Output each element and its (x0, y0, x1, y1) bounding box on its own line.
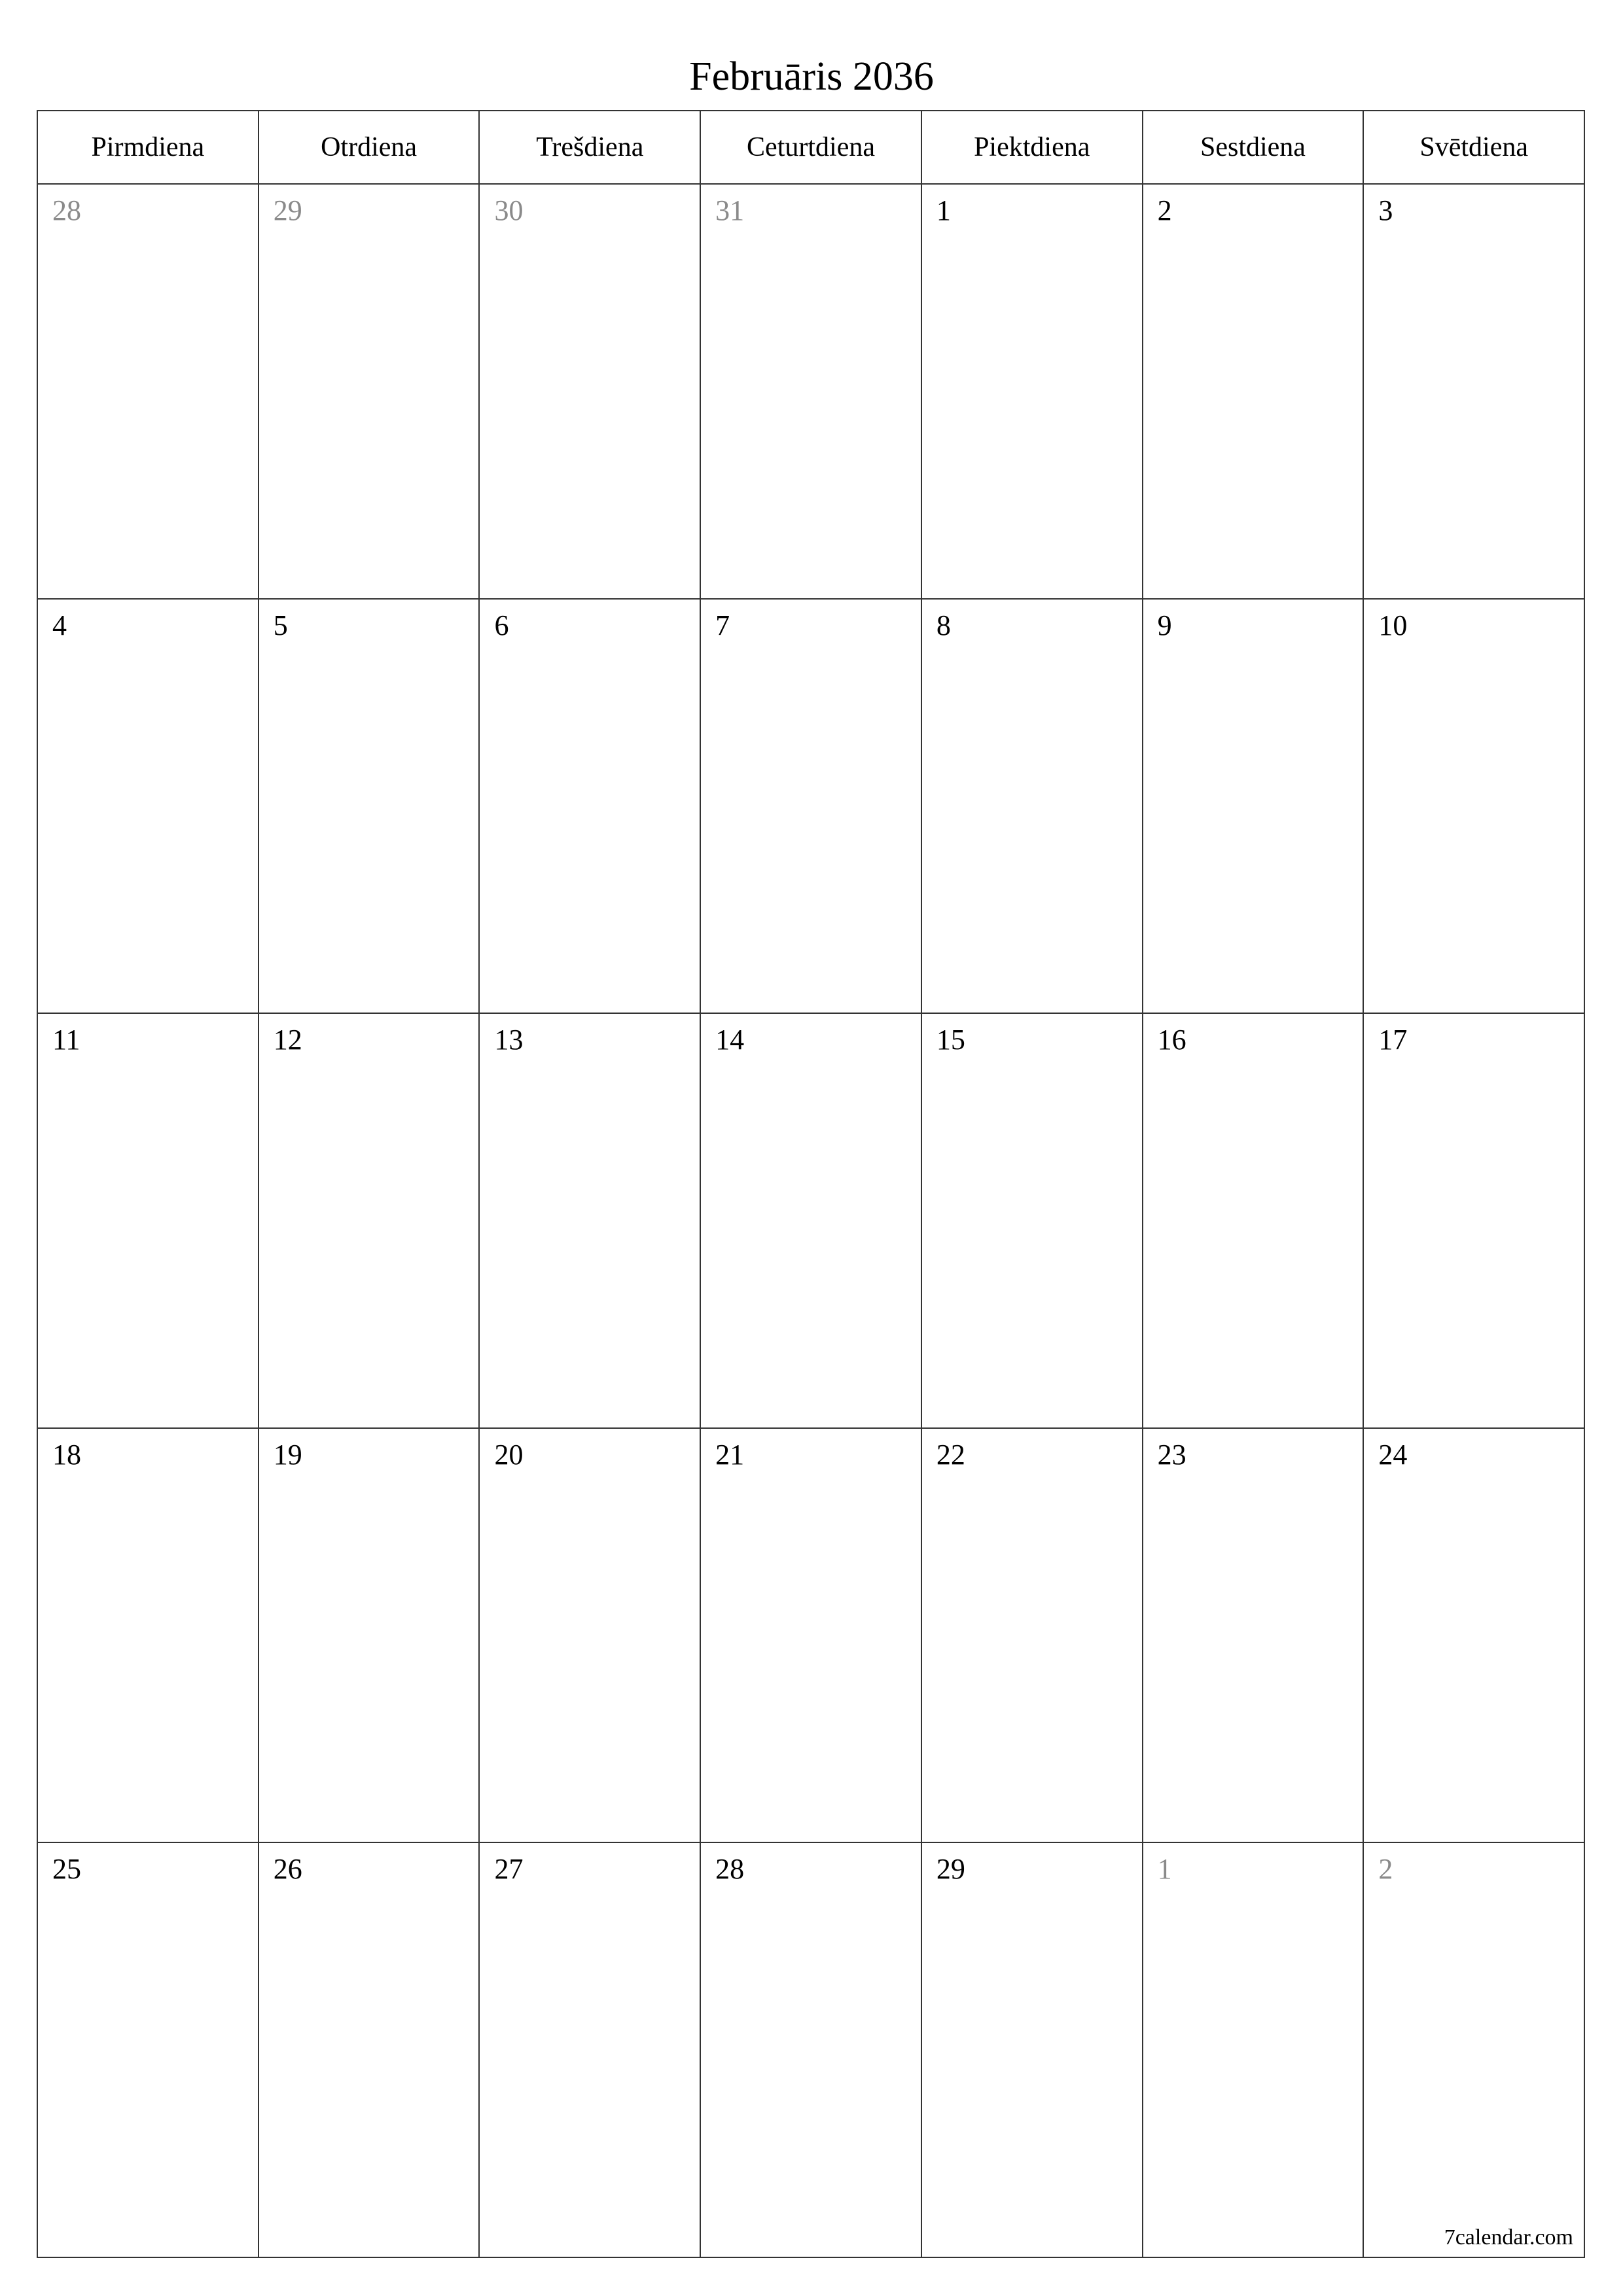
day-cell-adjacent-month (38, 185, 259, 598)
day-cell (1143, 1429, 1364, 1842)
week-row (38, 600, 1584, 1014)
weekday-header-monday: Pirmdiena (38, 111, 259, 183)
week-row (38, 185, 1584, 600)
day-number: 28 (715, 1853, 745, 1886)
day-number: 25 (52, 1853, 81, 1886)
page-title: Februāris 2036 (689, 54, 934, 99)
day-cell (1364, 185, 1584, 598)
day-cell (38, 1843, 259, 2257)
day-cell (1143, 1014, 1364, 1427)
day-number: 7 (715, 609, 730, 641)
day-number: 30 (494, 194, 524, 226)
day-number: 2 (1378, 1853, 1393, 1886)
day-number: 1 (936, 194, 951, 226)
day-cell (259, 1843, 480, 2257)
day-cell (259, 1429, 480, 1842)
day-number: 31 (715, 194, 745, 226)
day-cell (480, 1843, 701, 2257)
weeks-container (38, 185, 1584, 2257)
day-cell (922, 1014, 1143, 1427)
weekday-header-row (38, 111, 1584, 185)
day-number: 12 (273, 1024, 302, 1056)
weekday-header-saturday: Sestdiena (1143, 111, 1364, 183)
day-number: 17 (1378, 1024, 1408, 1056)
day-number: 11 (52, 1024, 80, 1056)
day-number: 1 (1157, 1853, 1172, 1886)
day-number: 27 (494, 1853, 524, 1886)
day-cell (480, 1014, 701, 1427)
day-number: 23 (1157, 1438, 1186, 1471)
day-cell (1364, 1014, 1584, 1427)
day-number: 10 (1378, 609, 1408, 641)
day-number: 26 (273, 1853, 302, 1886)
footer-site-credit: 7calendar.com (1444, 2225, 1573, 2250)
day-cell (922, 185, 1143, 598)
day-cell-adjacent-month (259, 185, 480, 598)
day-number: 20 (494, 1438, 524, 1471)
day-number: 29 (273, 194, 302, 226)
calendar-grid (37, 110, 1585, 2258)
day-number: 19 (273, 1438, 302, 1471)
day-cell-adjacent-month (1143, 1843, 1364, 2257)
day-number: 21 (715, 1438, 745, 1471)
day-number: 5 (273, 609, 288, 641)
day-number: 16 (1157, 1024, 1186, 1056)
day-cell (922, 1843, 1143, 2257)
day-cell (480, 600, 701, 1013)
day-number: 29 (936, 1853, 965, 1886)
week-row (38, 1843, 1584, 2257)
day-number: 18 (52, 1438, 81, 1471)
week-row (38, 1429, 1584, 1844)
week-row (38, 1014, 1584, 1429)
day-cell (1143, 185, 1364, 598)
day-number: 22 (936, 1438, 965, 1471)
day-cell (259, 1014, 480, 1427)
weekday-header-tuesday: Otrdiena (259, 111, 480, 183)
day-number: 15 (936, 1024, 965, 1056)
day-cell (701, 1429, 922, 1842)
day-cell (1143, 600, 1364, 1013)
day-number: 14 (715, 1024, 745, 1056)
day-cell (701, 1843, 922, 2257)
day-cell (701, 1014, 922, 1427)
weekday-header-sunday: Svētdiena (1419, 132, 1528, 162)
day-cell-adjacent-month (701, 185, 922, 598)
weekday-header-thursday: Ceturtdiena (701, 111, 922, 183)
weekday-header-wednesday: Trešdiena (480, 111, 701, 183)
day-cell (38, 1429, 259, 1842)
day-number: 13 (494, 1024, 524, 1056)
day-cell (701, 600, 922, 1013)
day-cell (922, 600, 1143, 1013)
day-cell (38, 600, 259, 1013)
day-cell (259, 600, 480, 1013)
day-number: 4 (52, 609, 67, 641)
day-number: 28 (52, 194, 81, 226)
day-number: 9 (1157, 609, 1172, 641)
day-cell-adjacent-month (1364, 1843, 1584, 2257)
day-cell-adjacent-month (480, 185, 701, 598)
day-number: 6 (494, 609, 509, 641)
day-number: 2 (1157, 194, 1172, 226)
day-number: 3 (1378, 194, 1393, 226)
day-cell (1364, 600, 1584, 1013)
day-number: 24 (1378, 1438, 1408, 1471)
day-cell (38, 1014, 259, 1427)
weekday-header-friday: Piektdiena (922, 111, 1143, 183)
day-cell (480, 1429, 701, 1842)
day-cell (922, 1429, 1143, 1842)
day-number: 8 (936, 609, 951, 641)
day-cell (1364, 1429, 1584, 1842)
